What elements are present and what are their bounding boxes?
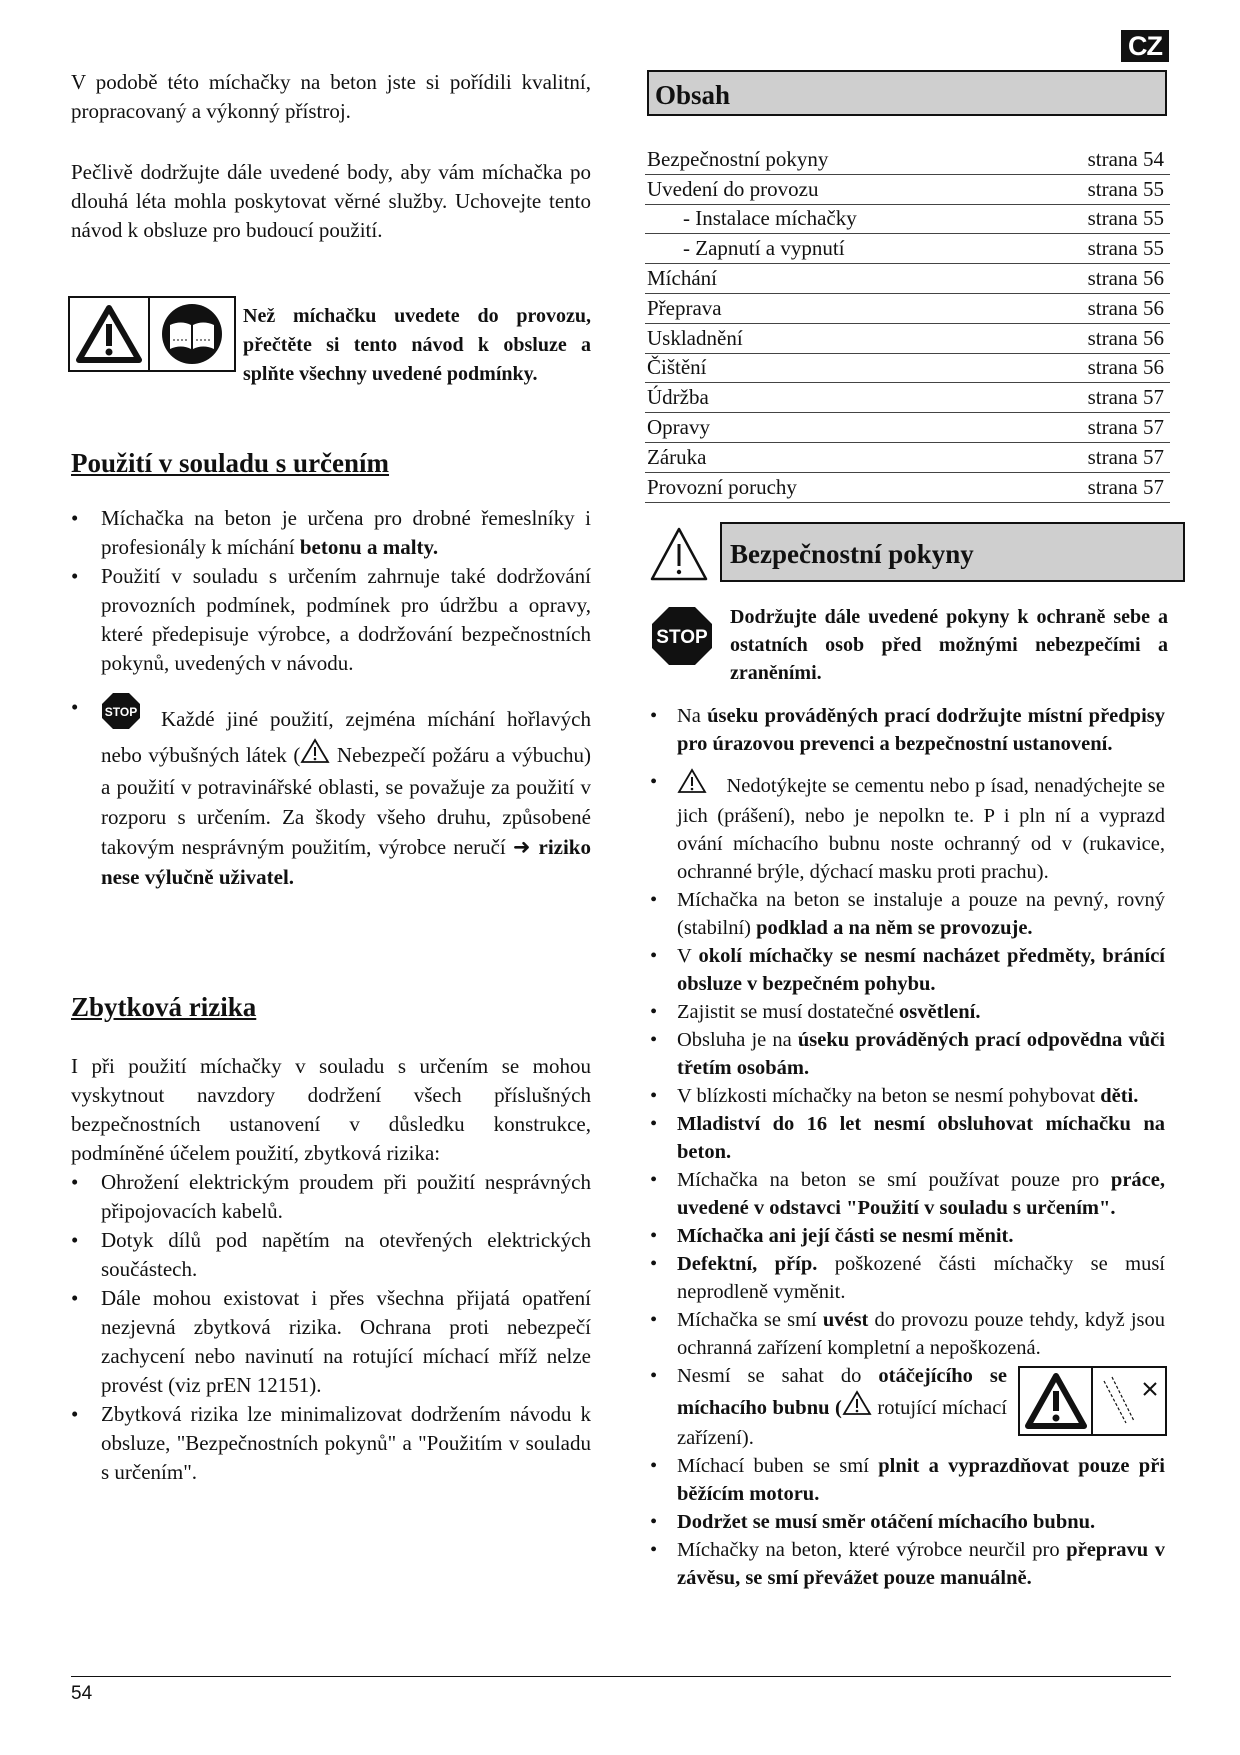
toc-label: - Zapnutí a vypnutí (645, 234, 1020, 264)
list-item (640, 1110, 1165, 1166)
section-heading-residual-risks: Zbytková rizika (71, 992, 257, 1022)
use1-bold: betonu a malty. (299, 535, 439, 559)
toc-row (645, 472, 1170, 502)
toc-page: strana 57 (1020, 472, 1170, 502)
list-item (640, 1026, 1165, 1082)
warning-triangle-icon (649, 526, 709, 587)
list-item (640, 886, 1165, 942)
list-item (640, 1166, 1165, 1222)
list-item (640, 1452, 1165, 1508)
warning-triangle-icon (677, 768, 707, 802)
language-badge: CZ (1121, 30, 1169, 62)
contents-heading: Obsah (647, 70, 1167, 116)
safety-intro-text: Dodržujte dále uvedené pokyny k ochraně sebe a ostatních osob před možnými nebezpečími a zraněními. (730, 606, 1168, 684)
list-item (640, 1362, 1165, 1452)
warning-triangle-icon (1020, 1368, 1093, 1434)
use3-text-a: Každé jiné použití, zejména míchání hořlavých nebo výbušných látek ( (101, 707, 591, 767)
svg-text:STOP: • STOP (104, 705, 138, 719)
toc-page: strana 56 (1020, 323, 1170, 353)
s8-b: Mladiství do 16 let nesmí obsluhovat míchačku na beton. (677, 1113, 1165, 1163)
table-of-contents (645, 145, 1170, 503)
toc-row (645, 323, 1170, 353)
toc-page: strana 56 (1020, 353, 1170, 383)
list-item (71, 504, 591, 562)
arrow-right-icon: ➜ (512, 835, 531, 859)
toc-row (645, 442, 1170, 472)
toc-row (645, 264, 1170, 294)
s9-a: Míchačka na beton se smí používat pouze pro (677, 1169, 1111, 1191)
s4-a: V (677, 945, 699, 967)
list-item (640, 1306, 1165, 1362)
s7-b: děti. (1100, 1085, 1139, 1107)
s6-b: úseku prováděných prací odpovědna vůči třetím osobám. (677, 1029, 1165, 1079)
s16-b: přepravu v závěsu, se smí převážet pouze manuálně. (677, 1539, 1166, 1589)
toc-page: strana 57 (1020, 442, 1170, 472)
toc-label: Čištění (645, 353, 1020, 383)
stop-sign-icon (651, 606, 713, 671)
s15-b: Dodržet se musí směr otáčení míchacího bubnu. (677, 1511, 1096, 1533)
s3-b: podklad a na něm se provozuje. (756, 917, 1033, 939)
toc-row (645, 293, 1170, 323)
s7-a: V blízkosti míchačky na beton se nesmí pohybovat (677, 1085, 1101, 1107)
toc-row (645, 234, 1170, 264)
list-item (640, 998, 1165, 1026)
list-item: • Ohrožení elektrickým proudem při použití nesprávných připojovacích kabelů. (71, 1168, 591, 1226)
read-manual-icon (150, 298, 234, 370)
list-item (640, 1082, 1165, 1110)
toc-row (645, 174, 1170, 204)
s4-b: okolí míchačky se nesmí nacházet předměty, bránící obsluze v bezpečném pohybu. (677, 945, 1165, 995)
s13-c: rotující míchací zařízení). (677, 1397, 1007, 1449)
use3-bold: riziko nese výlučně uživatel. (101, 835, 591, 889)
toc-row (645, 353, 1170, 383)
s14-a: Míchací buben se smí (677, 1455, 879, 1477)
toc-label: Uskladnění (645, 323, 1020, 353)
use3-text-b: Nebezpečí požáru a výbuchu) a použití v potravinářské oblasti, se považuje za použití v rozporu s určením. Za škody všeho druhu, způsobené takovým nesprávným použitím, výrobce neručí (101, 743, 592, 859)
s16-a: Míchačky na beton, které výrobce neurčil pro (677, 1539, 1067, 1561)
list-item: • Zbytková rizika lze minimalizovat dodržením návodu k obsluze, "Bezpečnostních pokynů" a "Použitím v souladu s určením". (71, 1400, 591, 1487)
toc-label: Provozní poruchy (645, 472, 1020, 502)
s1-b: úseku prováděných prací dodržujte místní předpisy pro úrazovou prevenci a bezpečnostní ustanovení. (677, 705, 1165, 755)
list-item (640, 1508, 1165, 1536)
toc-row (645, 145, 1170, 174)
s13-b: otáčejícího se míchacího bubnu ( (677, 1365, 1007, 1419)
s14-b: plnit a vyprazdňovat pouze při běžícím motoru. (677, 1455, 1165, 1505)
rotating-mixer-icon (1093, 1368, 1165, 1434)
toc-page: strana 56 (1020, 264, 1170, 294)
toc-label: Opravy (645, 413, 1020, 443)
s9-b: práce, uvedené v odstavci "Použití v souladu s určením". (677, 1169, 1165, 1219)
list-item (640, 942, 1165, 998)
warning-triangle-icon (842, 1390, 872, 1424)
intro-paragraph-1: V podobě této míchačky na beton jste si pořídili kvalitní, propracovaný a výkonný přístroj. (71, 70, 591, 123)
toc-page: strana 54 (1020, 145, 1170, 174)
toc-row (645, 383, 1170, 413)
list-item: • Použití v souladu s určením zahrnuje také dodržování provozních podmínek, podmínek pro údržbu a opravy, které předepisuje výrobce, a dodržování bezpečnostních pokynů, uvedených v návodu. (71, 562, 591, 678)
s3-a: Míchačka na beton se instaluje a pouze na pevný, rovný (stabilní) (677, 889, 1165, 939)
toc-label: Míchání (645, 264, 1020, 294)
s5-b: osvětlení. (899, 1001, 981, 1023)
rotating-drum-warning-box (1018, 1366, 1167, 1436)
s11-a: Defektní, příp. (677, 1253, 818, 1275)
toc-row (645, 204, 1170, 234)
list-item (640, 1222, 1165, 1250)
toc-label: Uvedení do provozu (645, 174, 1020, 204)
residual-risks-intro: I při použití míchačky v souladu s určením se mohou vyskytnout navzdory dodržení všech příslušných bezpečnostních ustanovení v důsledku konstrukce, podmíněné účelem použití, zbytková rizika: (71, 1054, 591, 1165)
safety-instructions-heading: Bezpečnostní pokyny (720, 522, 1185, 582)
list-item: • Dotyk dílů pod napětím na otevřených elektrických součástech. (71, 1226, 591, 1284)
list-item (71, 692, 591, 892)
s11-b: poškozené části míchačky se musí neprodleně vyměnit. (677, 1253, 1166, 1303)
toc-page: strana 56 (1020, 293, 1170, 323)
s10-b: Míchačka ani její části se nesmí měnit. (677, 1225, 1014, 1247)
warning-read-manual-text: Než míchačku uvedete do provozu, přečtěte si tento návod k obsluze a splňte všechny uvedené podmínky. (243, 305, 591, 385)
intended-use-list (71, 504, 591, 892)
toc-label: - Instalace míchačky (645, 204, 1020, 234)
s13-a: Nesmí se sahat do (677, 1365, 879, 1387)
section-heading-intended-use: Použití v souladu s určením (71, 448, 390, 478)
page-number: 54 (71, 1683, 93, 1704)
list-item (640, 702, 1165, 758)
warning-triangle-icon (300, 738, 330, 772)
s1-a: Na (677, 705, 708, 727)
footer-divider (71, 1676, 1171, 1677)
safety-instructions-list (640, 702, 1165, 1592)
warning-triangle-icon (70, 298, 150, 370)
toc-page: strana 55 (1020, 234, 1170, 264)
residual-risks-list (71, 1168, 591, 1487)
s12-c: do provozu pouze tehdy, když jsou ochranná zařízení kompletní a nepoškozená. (677, 1309, 1165, 1359)
s2-text: Nedotýkejte se cementu nebo p ísad, nenadýchejte se jich (prášení), nebo je nepolkn te. P i pln ní a vyprazd ování míchacího bubnu noste ochranný od v (rukavice, ochranné brýle, dýchací masku proti prachu). (677, 775, 1165, 883)
list-item (640, 768, 1165, 886)
list-item: • Dále mohou existovat i přes všechna přijatá opatření nezjevná zbytková rizika. Ochrana proti nebezpečí zachycení nebo navinutí na rotující míchací mříž nelze provést (viz prEN 12151). (71, 1284, 591, 1400)
use1-text: Míchačka na beton je určena pro drobné řemeslníky i profesionály k míchání (101, 506, 591, 559)
intro-paragraph-2: Pečlivě dodržujte dále uvedené body, aby vám míchačka po dlouhá léta mohla poskytovat věrné služby. Uchovejte tento návod k obsluze pro budoucí použití. (71, 160, 591, 242)
s12-a: Míchačka se smí (677, 1309, 823, 1331)
stop-sign-icon (101, 692, 141, 738)
list-item (640, 1250, 1165, 1306)
list-item (640, 1536, 1165, 1592)
s12-b: uvést (822, 1309, 869, 1331)
toc-label: Přeprava (645, 293, 1020, 323)
toc-label: Bezpečnostní pokyny (645, 145, 1020, 174)
toc-page: strana 55 (1020, 174, 1170, 204)
s5-a: Zajistit se musí dostatečné (677, 1001, 900, 1023)
warning-pictogram-box (68, 296, 236, 372)
toc-label: Údržba (645, 383, 1020, 413)
toc-page: strana 57 (1020, 413, 1170, 443)
svg-text:STOP: STOP (656, 627, 708, 648)
toc-row (645, 413, 1170, 443)
toc-page: strana 55 (1020, 204, 1170, 234)
toc-page: strana 57 (1020, 383, 1170, 413)
s6-a: Obsluha je na (677, 1029, 798, 1051)
toc-label: Záruka (645, 442, 1020, 472)
